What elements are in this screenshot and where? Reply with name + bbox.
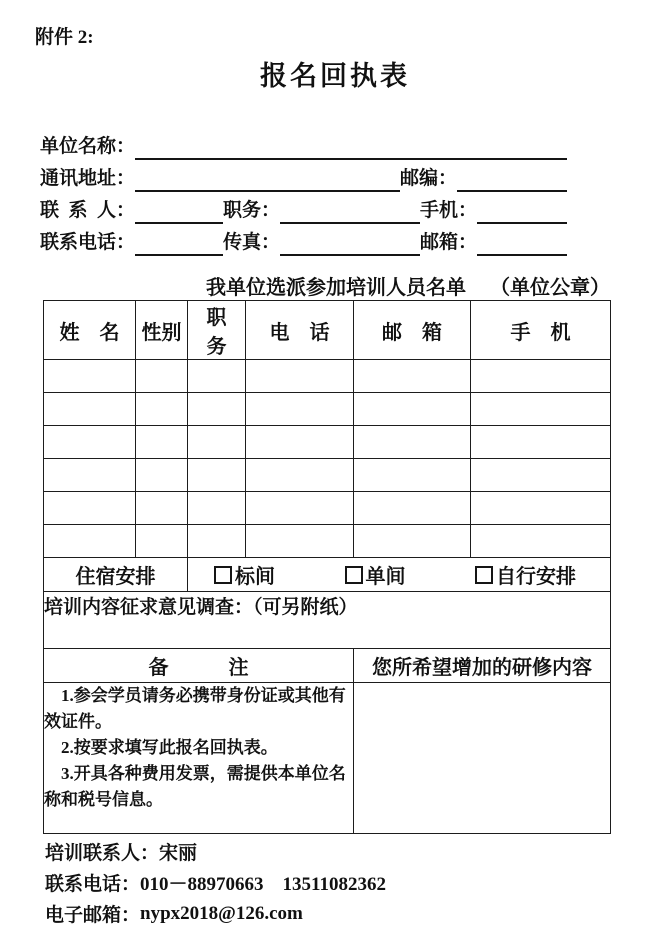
mailbox-label: 邮箱： xyxy=(420,232,478,253)
roster-empty-cell[interactable] xyxy=(136,426,188,459)
attachment-label: 附件 2: xyxy=(35,27,94,48)
footer-email-row xyxy=(45,898,386,929)
wishes-header: 您所希望增加的研修内容 xyxy=(354,649,611,683)
contact-form xyxy=(40,128,567,256)
footer-email-label: 电子邮箱： xyxy=(45,905,141,926)
roster-empty-cell[interactable] xyxy=(44,393,136,426)
roster-caption-row xyxy=(43,271,610,300)
unit-name-row xyxy=(40,128,567,160)
roster-empty-cell[interactable] xyxy=(354,492,471,525)
trainer-contact-label: 培训联系人： xyxy=(45,843,160,864)
roster-empty-cell[interactable] xyxy=(136,459,188,492)
roster-empty-cell[interactable] xyxy=(354,459,471,492)
roster-empty-cell[interactable] xyxy=(188,459,246,492)
trainer-contact-value: 宋丽 xyxy=(159,843,198,864)
roster-empty-row xyxy=(44,426,611,459)
mobile-blank[interactable] xyxy=(477,198,567,224)
roster-empty-cell[interactable] xyxy=(471,525,611,558)
postcode-label: 邮编： xyxy=(399,168,457,189)
checkbox-self-arranged-icon[interactable] xyxy=(475,566,493,584)
survey-label: 培训内容征求意见调查：（可另附纸） xyxy=(44,597,358,618)
note-1: 1.参会学员请务必携带身份证或其他有效证件。 xyxy=(44,686,346,731)
roster-empty-row xyxy=(44,393,611,426)
person-label: 联 系 人： xyxy=(40,200,136,221)
roster-empty-cell[interactable] xyxy=(354,426,471,459)
address-blank[interactable] xyxy=(135,166,400,192)
col-header-position: 职 务 xyxy=(188,301,246,360)
roster-empty-cell[interactable] xyxy=(44,360,136,393)
roster-empty-cell[interactable] xyxy=(44,492,136,525)
option-single-room-label: 单间 xyxy=(365,566,406,588)
accommodation-options-cell xyxy=(188,558,611,592)
option-self-arranged[interactable] xyxy=(475,560,576,589)
contact-person-row xyxy=(40,192,567,224)
footer-phone-row xyxy=(45,867,386,898)
roster-empty-row xyxy=(44,360,611,393)
roster-empty-cell[interactable] xyxy=(188,525,246,558)
person-blank[interactable] xyxy=(135,198,223,224)
roster-empty-cell[interactable] xyxy=(44,459,136,492)
checkbox-standard-room-icon[interactable] xyxy=(214,566,232,584)
option-single-room[interactable] xyxy=(345,560,406,589)
col-header-name: 姓 名 xyxy=(44,301,136,360)
page-title: 报名回执表 xyxy=(260,61,410,91)
roster-empty-cell[interactable] xyxy=(136,393,188,426)
phone-row xyxy=(40,224,567,256)
roster-caption: 我单位选派参加培训人员名单 xyxy=(206,277,466,299)
footer-contact-block xyxy=(45,836,386,929)
roster-empty-row xyxy=(44,459,611,492)
roster-header-row xyxy=(44,301,611,360)
roster-empty-cell[interactable] xyxy=(44,426,136,459)
roster-empty-cell[interactable] xyxy=(471,393,611,426)
position-blank[interactable] xyxy=(280,198,420,224)
roster-empty-cell[interactable] xyxy=(246,426,354,459)
survey-input-cell[interactable] xyxy=(44,592,611,649)
phone-label: 联系电话： xyxy=(40,232,136,253)
roster-empty-cell[interactable] xyxy=(136,360,188,393)
col-header-email: 邮 箱 xyxy=(354,301,471,360)
phone-blank[interactable] xyxy=(135,230,223,256)
roster-empty-cell[interactable] xyxy=(354,393,471,426)
accommodation-row xyxy=(44,558,611,592)
address-row xyxy=(40,160,567,192)
roster-empty-cell[interactable] xyxy=(471,459,611,492)
mailbox-blank[interactable] xyxy=(477,230,567,256)
col-header-phone: 电 话 xyxy=(246,301,354,360)
roster-empty-cell[interactable] xyxy=(188,393,246,426)
option-standard-room[interactable] xyxy=(214,560,275,589)
roster-empty-cell[interactable] xyxy=(471,492,611,525)
roster-empty-cell[interactable] xyxy=(136,525,188,558)
option-standard-room-label: 标间 xyxy=(235,566,275,588)
footer-email-value: nypx2018@126.com xyxy=(140,902,303,924)
fax-blank[interactable] xyxy=(280,230,420,256)
roster-empty-cell[interactable] xyxy=(188,492,246,525)
roster-empty-cell[interactable] xyxy=(471,360,611,393)
roster-empty-cell[interactable] xyxy=(188,360,246,393)
note-2: 2.按要求填写此报名回执表。 xyxy=(61,738,278,757)
remarks-header-row xyxy=(44,649,611,683)
unit-name-label: 单位名称： xyxy=(40,136,136,157)
option-self-arranged-label: 自行安排 xyxy=(496,566,576,588)
roster-empty-cell[interactable] xyxy=(44,525,136,558)
wishes-input-cell[interactable] xyxy=(354,683,611,834)
roster-empty-cell[interactable] xyxy=(246,459,354,492)
roster-empty-cell[interactable] xyxy=(188,426,246,459)
remarks-header: 备 注 xyxy=(44,649,354,683)
roster-table xyxy=(43,300,611,834)
unit-name-blank[interactable] xyxy=(135,134,567,160)
note-3: 3.开具各种费用发票，需提供本单位名称和税号信息。 xyxy=(44,764,346,809)
position-label: 职务： xyxy=(223,200,281,221)
mobile-label: 手机： xyxy=(420,200,478,221)
roster-empty-cell[interactable] xyxy=(246,360,354,393)
col-header-mobile: 手 机 xyxy=(471,301,611,360)
address-label: 通讯地址： xyxy=(40,168,136,189)
seal-note: （单位公章） xyxy=(490,277,610,299)
footer-contact-row xyxy=(45,836,386,867)
footer-phone-label: 联系电话： xyxy=(45,874,141,895)
roster-empty-cell[interactable] xyxy=(246,393,354,426)
postcode-blank[interactable] xyxy=(457,166,567,192)
roster-empty-cell[interactable] xyxy=(354,525,471,558)
footer-phone-value: 010－88970663 13511082362 xyxy=(140,874,386,895)
roster-empty-cell[interactable] xyxy=(136,492,188,525)
roster-empty-cell[interactable] xyxy=(354,360,471,393)
roster-empty-cell[interactable] xyxy=(471,426,611,459)
accommodation-label: 住宿安排 xyxy=(44,558,188,592)
accommodation-options xyxy=(188,560,610,589)
fax-label: 传真： xyxy=(223,232,281,253)
remarks-body-row xyxy=(44,683,611,834)
roster-empty-row xyxy=(44,525,611,558)
roster-empty-row xyxy=(44,492,611,525)
checkbox-single-room-icon[interactable] xyxy=(345,566,363,584)
remarks-notes-cell xyxy=(44,683,354,834)
survey-row xyxy=(44,592,611,649)
col-header-gender: 性别 xyxy=(136,301,188,360)
roster-empty-cell[interactable] xyxy=(246,525,354,558)
roster-empty-cell[interactable] xyxy=(246,492,354,525)
